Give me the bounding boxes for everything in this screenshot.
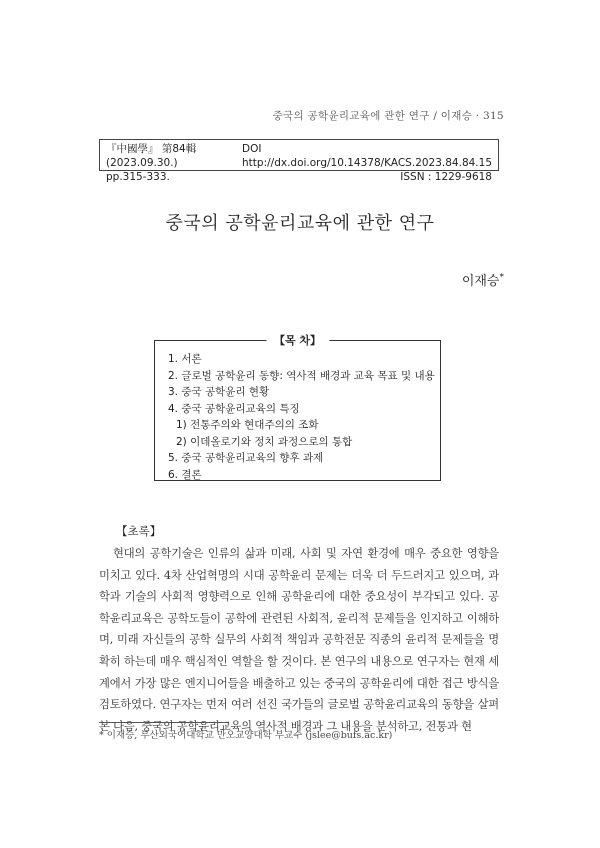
footnote-divider	[99, 722, 229, 723]
table-of-contents	[154, 334, 441, 481]
toc-item: 4. 중국 공학윤리교육의 특징	[168, 402, 300, 415]
biblio-row-top	[106, 142, 492, 170]
toc-item: 1. 서론	[168, 353, 202, 365]
toc-item: 2. 글로벌 공학윤리 동향: 역사적 배경과 교육 목표 및 내용	[168, 369, 435, 382]
toc-subitem: 2) 이데올로기와 정치 과정으로의 통합	[176, 435, 353, 448]
running-header: 중국의 공학윤리교육에 관한 연구 / 이재승 · 315	[272, 110, 504, 122]
toc-list	[155, 341, 440, 483]
author	[462, 270, 504, 289]
issn: ISSN : 1229-9618	[400, 171, 492, 183]
journal-citation: 『中國學』 第84輯 (2023.09.30.)	[106, 143, 197, 169]
bibliographic-info-box	[99, 139, 499, 183]
page-range: pp.315-333.	[106, 171, 170, 183]
author-footnote: * 이재승, 부산외국어대학교 만오교양대학 부교수 (jslee@bufs.ac.kr)	[99, 730, 393, 741]
toc-item: 3. 중국 공학윤리 현황	[168, 386, 270, 398]
toc-heading: 【목 차】	[266, 332, 329, 348]
toc-item: 6. 결론	[168, 468, 202, 481]
author-footnote-mark[interactable]: *	[499, 272, 504, 283]
doi-link[interactable]: DOI http://dx.doi.org/10.14378/KACS.2023.84.84.15	[242, 143, 493, 169]
author-name: 이재승	[461, 274, 500, 289]
biblio-row-bottom	[106, 170, 492, 184]
abstract-body: 현대의 공학기술은 인류의 삶과 미래, 사회 및 자연 환경에 매우 중요한 영향을 미치고 있다. 4차 산업혁명의 시대 공학윤리 문제는 더욱 더 두드러지고 있으며, 과학과 기술의 사회적 영향력으로 인해 공학윤리에 대한 중요성이 부각되고 있다. 공학윤리교육은 공학도들이 공학에 관련된 사회적, 윤리적 문제들을 인지하고 이해하며, 미래 자신들의 공학 실무의 사회적 책임과 공학전문 직종의 윤리적 문제들을 명확히 하는데 매우 핵심적인 역할을 할 것이다. 본 연구의 내용으로 연구자는 현재 세계에서 가장 많은 엔지니어들을 배출하고 있는 중국의 공학윤리에 대한 접근 방식을 검토하였다. 연구자는 먼저 여러 선진 국가들의 글로벌 공학윤리교육의 동향을 살펴본 다음, 중국의 공학윤리교육의 역사적 배경과 그 내용을 분석하고, 전통과 현	[99, 547, 499, 733]
toc-item: 5. 중국 공학윤리교육의 향후 과제	[168, 452, 324, 464]
toc-subitem: 1) 전통주의와 현대주의의 조화	[176, 419, 319, 431]
abstract-label: 【초록】	[116, 524, 162, 538]
paper-title: 중국의 공학윤리교육에 관한 연구	[165, 213, 435, 234]
